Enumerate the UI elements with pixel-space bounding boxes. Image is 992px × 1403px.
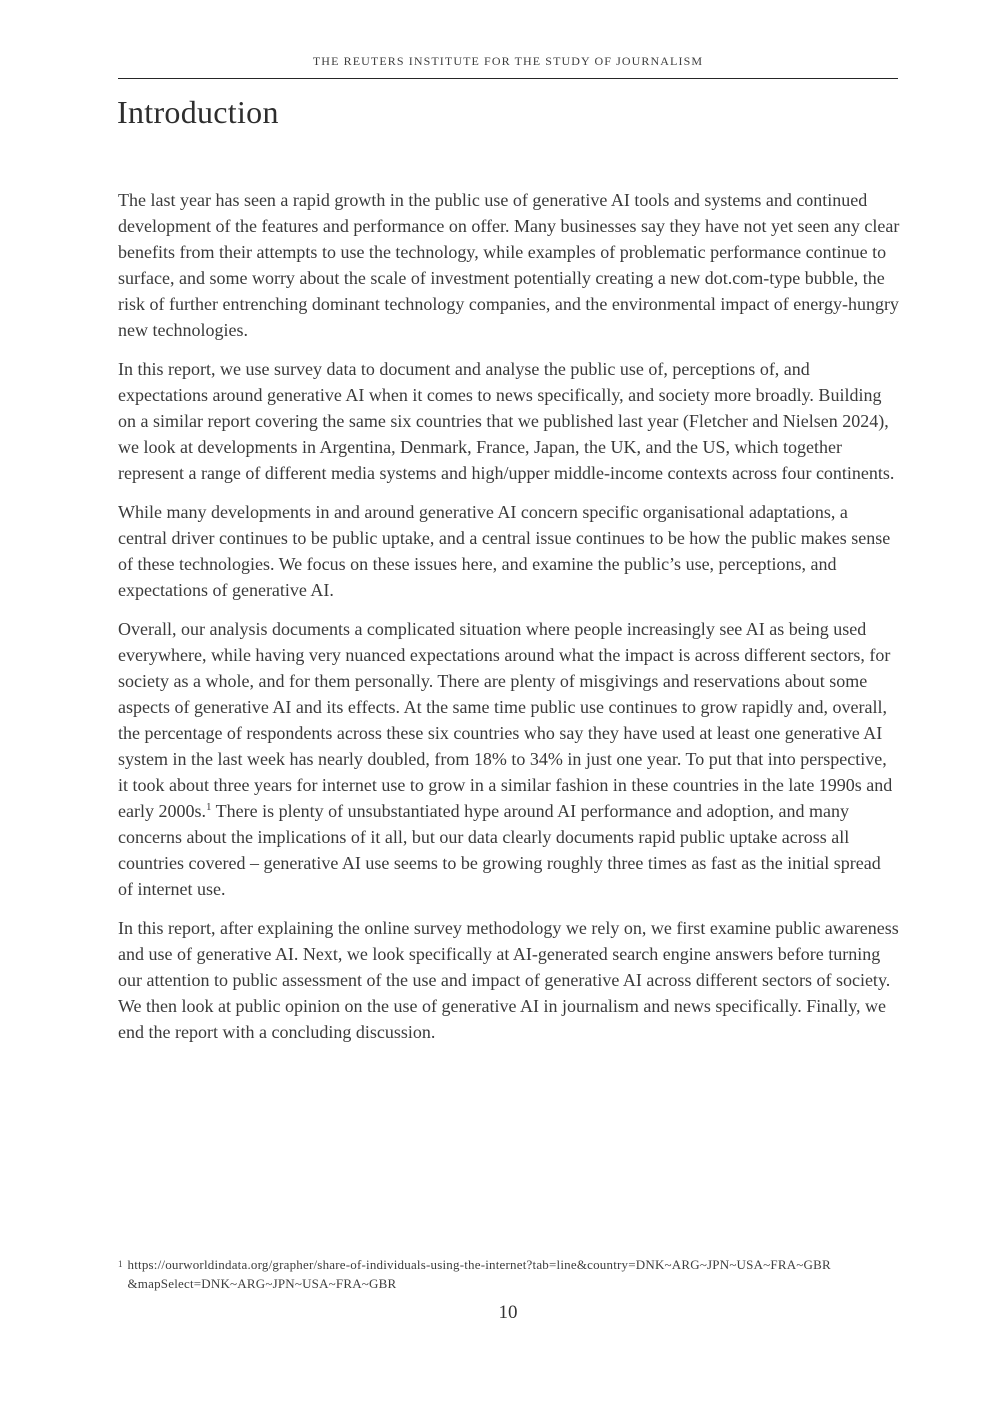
footnote-reference-marker: 1 <box>205 801 212 813</box>
paragraph-5: In this report, after explaining the online survey methodology we rely on, we first examine public awareness and use of generative AI. Next, we look specifically at AI-generated search engine answers before turning our attention to public assessment of the use and impact of generative AI across different sectors of society. We then look at public opinion on the use of generative AI in journalism and news specifically. Finally, we end the report with a concluding discussion. <box>118 918 899 1042</box>
page-title: Introduction <box>117 94 279 130</box>
paragraph-4 <box>118 616 900 902</box>
paragraph-1: The last year has seen a rapid growth in the public use of generative AI tools and systems and continued development of the features and performance on offer. Many businesses say they have not yet seen any clear benefits from their attempts to use the technology, while examples of problematic performance continue to surface, and some worry about the scale of investment potentially creating a new dot.com-type bubble, the risk of further entrenching dominant technology companies, and the environmental impact of energy-hungry new technologies. <box>118 190 900 340</box>
footnote-text <box>128 1256 831 1293</box>
page-number: 10 <box>498 1302 518 1323</box>
footnote-url-line-2: &mapSelect=DNK~ARG~JPN~USA~FRA~GBR <box>127 1275 397 1291</box>
running-head: THE REUTERS INSTITUTE FOR THE STUDY OF JOURNALISM <box>312 54 704 68</box>
paragraph-3: While many developments in and around generative AI concern specific organisational adaptations, a central driver continues to be public uptake, and a central issue continues to be how the public makes sense of these technologies. We focus on these issues here, and examine the public’s use, perceptions, and expectations of generative AI. <box>118 502 891 600</box>
paragraph-4-text-before-reference: Overall, our analysis documents a complicated situation where people increasingly see AI as being used everywhere, while having very nuanced expectations around what the impact is across different sectors, for society as a whole, and for them personally. There are plenty of misgivings and reservations about some aspects of generative AI and its effects. At the same time public use continues to grow rapidly and, overall, the percentage of respondents across these six countries who say they have used at least one generative AI system in the last week has nearly doubled, from 18% to 34% in just one year. To put that into perspective, it took about three years for internet use to grow in a similar fashion in these countries in the late 1990s and early 2000s. <box>118 619 893 821</box>
footnote-marker: 1 <box>118 1259 123 1269</box>
header-rule <box>118 78 898 79</box>
paragraph-4-text-after-reference: There is plenty of unsubstantiated hype around AI performance and adoption, and many concerns about the implications of it all, but our data clearly documents rapid public uptake across all countries covered – generative AI use seems to be growing roughly three times as fast as the initial spread of internet use. <box>118 801 881 899</box>
footnote-url-line-1: https://ourworldindata.org/grapher/share-of-individuals-using-the-internet?tab=line&country=DNK~ARG~JPN~USA~FRA~GBR <box>127 1257 831 1272</box>
paragraph-2: In this report, we use survey data to document and analyse the public use of, perceptions of, and expectations around generative AI when it comes to news specifically, and society more broadly. Building on a similar report covering the same six countries that we published last year (Fletcher and Nielsen 2024), we look at developments in Argentina, Denmark, France, Japan, the UK, and the US, which together represent a range of different media systems and high/upper middle-income contexts across four continents. <box>118 359 895 483</box>
body-text <box>118 187 900 1058</box>
footnote <box>118 1256 908 1293</box>
